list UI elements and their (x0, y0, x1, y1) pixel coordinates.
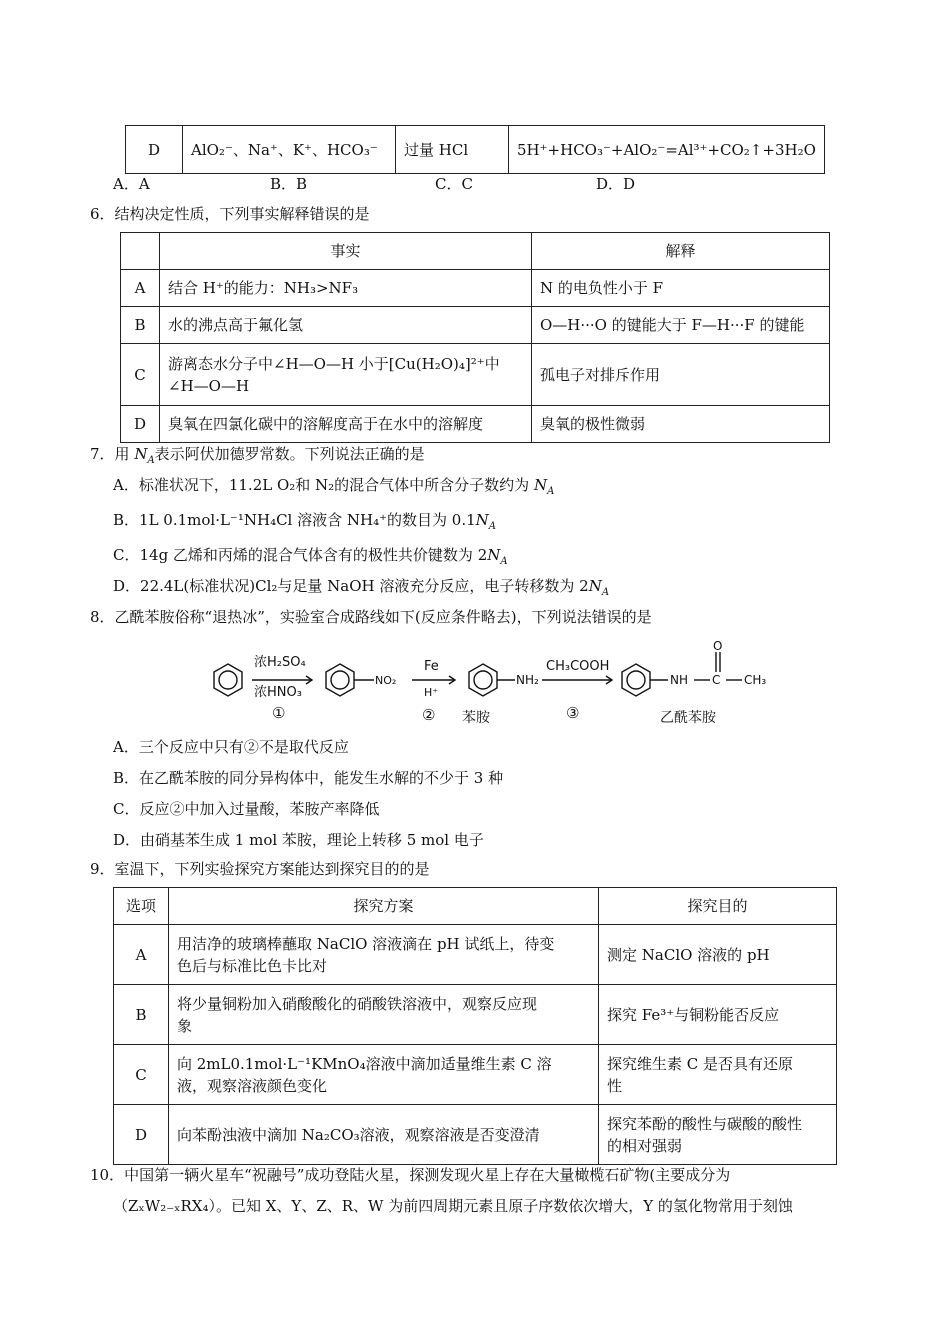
q8-option-a: A．三个反应中只有②不是取代反应 (113, 738, 349, 756)
header-plan: 探究方案 (169, 888, 599, 925)
aniline-label: 苯胺 (462, 710, 490, 726)
q10-line-1: 10．中国第一辆火星车“祝融号”成功登陆火星，探测发现火星上存在大量橄榄石矿物(主要成分为 (90, 1166, 731, 1184)
carbonyl-oxygen: O (713, 639, 723, 653)
acetanilide-ring (622, 664, 650, 696)
fact-cell: 臭氧在四氯化碳中的溶解度高于在水中的溶解度 (160, 406, 532, 443)
acetanilide-label: 乙酰苯胺 (660, 710, 716, 726)
q6-table (120, 232, 830, 443)
table-header-row (121, 233, 830, 270)
benzene-ring-circle (219, 671, 237, 689)
acetanilide-ring-circle (627, 671, 645, 689)
header-reason: 解释 (532, 233, 830, 270)
goal-cell: 探究苯酚的酸性与碳酸的酸性 的相对强弱 (599, 1105, 837, 1165)
q9-table (113, 887, 837, 1165)
plan-cell: 用洁净的玻璃棒蘸取 NaClO 溶液滴在 pH 试纸上，待变 色后与标准比色卡比对 (169, 925, 599, 985)
benzene-ring (214, 664, 242, 696)
row-label: C (121, 344, 160, 406)
q5-option-a: A．A (113, 175, 150, 193)
fact-line-2: ∠H—O—H (168, 376, 250, 395)
plan-cell: 向 2mL0.1mol·L⁻¹KMnO₄溶液中滴加适量维生素 C 溶 液，观察溶液颜色变化 (169, 1045, 599, 1105)
nitro-group: NO₂ (375, 674, 397, 687)
q5-option-d: D．D (596, 175, 636, 193)
q7-option-c: C．14g 乙烯和丙烯的混合气体含有的极性共价键数为 $2N_A$ (113, 546, 508, 567)
aniline-ring-circle (474, 671, 492, 689)
step1-reagent-bottom: 浓HNO₃ (254, 685, 302, 700)
row-label: D (114, 1105, 169, 1165)
row-label: C (114, 1045, 169, 1105)
aniline-ring (469, 664, 497, 696)
reason-cell: 臭氧的极性微弱 (532, 406, 830, 443)
row-label: B (114, 985, 169, 1045)
step1-reagent-top: 浓H₂SO₄ (254, 655, 306, 670)
equation-cell: 5H⁺+HCO₃⁻+AlO₂⁻=Al³⁺+CO₂↑+3H₂O (509, 126, 825, 174)
q8-option-c: C．反应②中加入过量酸，苯胺产率降低 (113, 800, 380, 818)
methyl-group: CH₃ (744, 673, 767, 687)
q7-option-b: B．1L 0.1mol·L⁻¹NH₄Cl 溶液含 NH₄⁺的数目为 $0.1N_A$ (113, 511, 497, 532)
q5-option-b: B．B (270, 175, 308, 193)
ions-cell: AlO₂⁻、Na⁺、K⁺、HCO₃⁻ (183, 126, 396, 174)
reason-cell: N 的电负性小于 F (532, 270, 830, 307)
row-label: A (114, 925, 169, 985)
fact-cell: 结合 H⁺的能力：NH₃>NF₃ (160, 270, 532, 307)
plan-cell: 将少量铜粉加入硝酸酸化的硝酸铁溶液中，观察反应现 象 (169, 985, 599, 1045)
row-label: A (121, 270, 160, 307)
table-row (121, 270, 830, 307)
goal-cell: 测定 NaClO 溶液的 pH (599, 925, 837, 985)
step2-reagent-top: Fe (424, 659, 439, 674)
table-row (114, 985, 837, 1045)
q7-option-d: D．22.4L(标准状况)Cl₂与足量 NaOH 溶液充分反应，电子转移数为 $2N_A$ (113, 577, 610, 598)
q7-option-a: A．标准状况下，11.2L O₂和 N₂的混合气体中所含分子数约为 $N_A$ (113, 476, 555, 497)
header-goal: 探究目的 (599, 888, 837, 925)
q6-stem: 6．结构决定性质，下列事实解释错误的是 (90, 205, 370, 223)
header-fact: 事实 (160, 233, 532, 270)
q10-line-2: （ZₓW₂₋ₓRX₄）。已知 X、Y、Z、R、W 为前四周期元素且原子序数依次增大，Y 的氢化物常用于刻蚀 (113, 1197, 793, 1215)
table-row (126, 126, 825, 174)
row-label: D (126, 126, 183, 174)
q8-stem: 8．乙酰苯胺俗称“退热冰”，实验室合成路线如下(反应条件略去)，下列说法错误的是 (90, 608, 652, 626)
table-header-row (114, 888, 837, 925)
nitrobenzene-ring-circle (331, 671, 349, 689)
table-row (121, 344, 830, 406)
table-row (114, 1045, 837, 1105)
step3-reagent-top: CH₃COOH (546, 659, 610, 674)
synthesis-scheme (200, 636, 790, 730)
amino-group: NH₂ (516, 673, 539, 687)
fact-cell: 水的沸点高于氟化氢 (160, 307, 532, 344)
q5-option-c: C．C (435, 175, 473, 193)
nh-group: NH (670, 673, 688, 687)
reagent-cell: 过量 HCl (396, 126, 509, 174)
q8-option-d: D．由硝基苯生成 1 mol 苯胺，理论上转移 5 mol 电子 (113, 831, 484, 849)
q7-stem: 7．用 $N_A$表示阿伏加德罗常数。下列说法正确的是 (90, 445, 425, 466)
reason-cell: 孤电子对排斥作用 (532, 344, 830, 406)
header-option: 选项 (114, 888, 169, 925)
step2-reagent-bottom: H⁺ (424, 686, 439, 699)
table-row (114, 1105, 837, 1165)
row-label: D (121, 406, 160, 443)
table-row (121, 406, 830, 443)
step2-number: ② (422, 706, 436, 724)
carbonyl-carbon: C (712, 673, 721, 687)
q8-option-b: B．在乙酰苯胺的同分异构体中，能发生水解的不少于 3 种 (113, 769, 504, 787)
fact-cell (160, 344, 532, 406)
top-table (125, 125, 825, 174)
step3-number: ③ (566, 704, 580, 722)
table-row (114, 925, 837, 985)
step1-number: ① (272, 704, 286, 722)
nitrobenzene-ring (326, 664, 354, 696)
q9-stem: 9．室温下，下列实验探究方案能达到探究目的的是 (90, 860, 430, 878)
goal-cell: 探究维生素 C 是否具有还原 性 (599, 1045, 837, 1105)
plan-cell: 向苯酚浊液中滴加 Na₂CO₃溶液，观察溶液是否变澄清 (169, 1105, 599, 1165)
table-row (121, 307, 830, 344)
fact-line-1: 游离态水分子中∠H—O—H 小于[Cu(H₂O)₄]²⁺中 (168, 354, 500, 373)
goal-cell: 探究 Fe³⁺与铜粉能否反应 (599, 985, 837, 1045)
reason-cell: O—H···O 的键能大于 F—H···F 的键能 (532, 307, 830, 344)
row-label: B (121, 307, 160, 344)
